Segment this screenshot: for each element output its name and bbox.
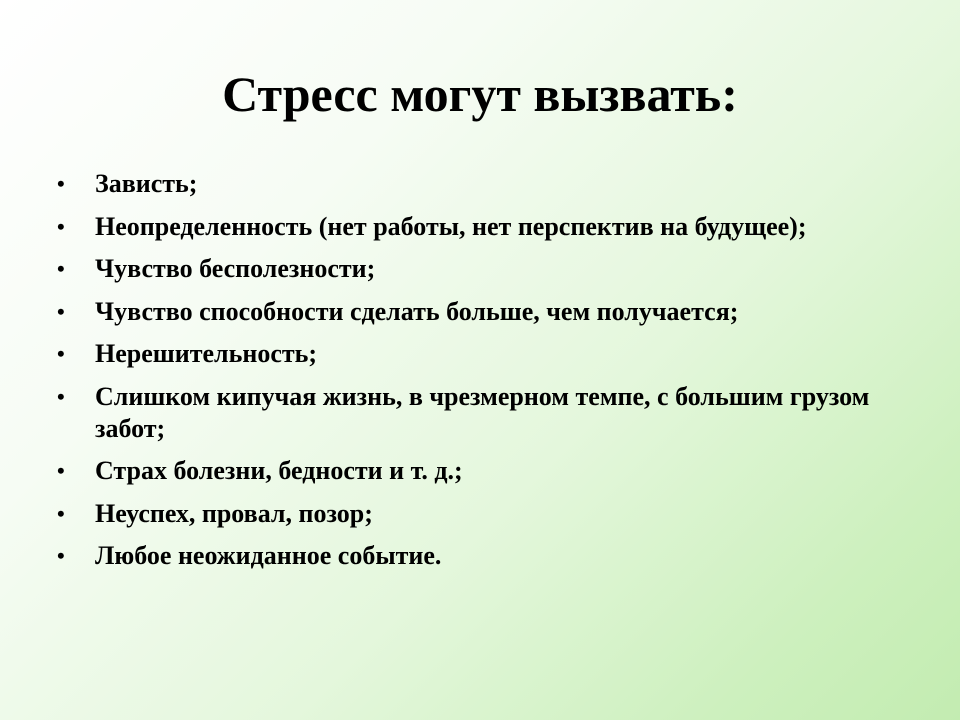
list-item-text: Нерешительность; (95, 339, 318, 368)
list-item-text: Зависть; (95, 169, 198, 198)
list-item-text: Страх болезни, бедности и т. д.; (95, 456, 463, 485)
bullet-list (57, 168, 917, 583)
bullet-icon: • (57, 543, 65, 568)
bullet-icon: • (57, 500, 65, 526)
list-item-text: Чувство способности сделать больше, чем получается; (95, 296, 739, 326)
list-item (57, 540, 917, 572)
list-item-text: Слишком кипучая жизнь, в чрезмерном темпе, с большим грузом забот; (95, 381, 870, 443)
bullet-icon: • (57, 341, 65, 366)
bullet-icon: • (57, 213, 65, 239)
bullet-icon: • (57, 256, 65, 281)
list-item-text: Неуспех, провал, позор; (95, 498, 373, 528)
list-item (57, 253, 917, 285)
bullet-icon: • (57, 458, 65, 483)
list-item (57, 498, 917, 530)
list-item (57, 381, 917, 445)
bullet-icon: • (57, 298, 65, 324)
list-item (57, 168, 917, 200)
slide-title: Стресс могут вызвать: (222, 66, 738, 122)
list-item (57, 455, 917, 487)
list-item-text: Любое неожиданное событие. (95, 541, 442, 570)
bullet-icon: • (57, 383, 65, 409)
bullet-icon: • (57, 171, 65, 196)
list-item-text: Чувство бесполезности; (95, 254, 376, 283)
list-item-text: Неопределенность (нет работы, нет перспектив на будущее); (95, 211, 807, 241)
list-item (57, 211, 917, 243)
list-item (57, 338, 917, 370)
list-item (57, 296, 917, 328)
